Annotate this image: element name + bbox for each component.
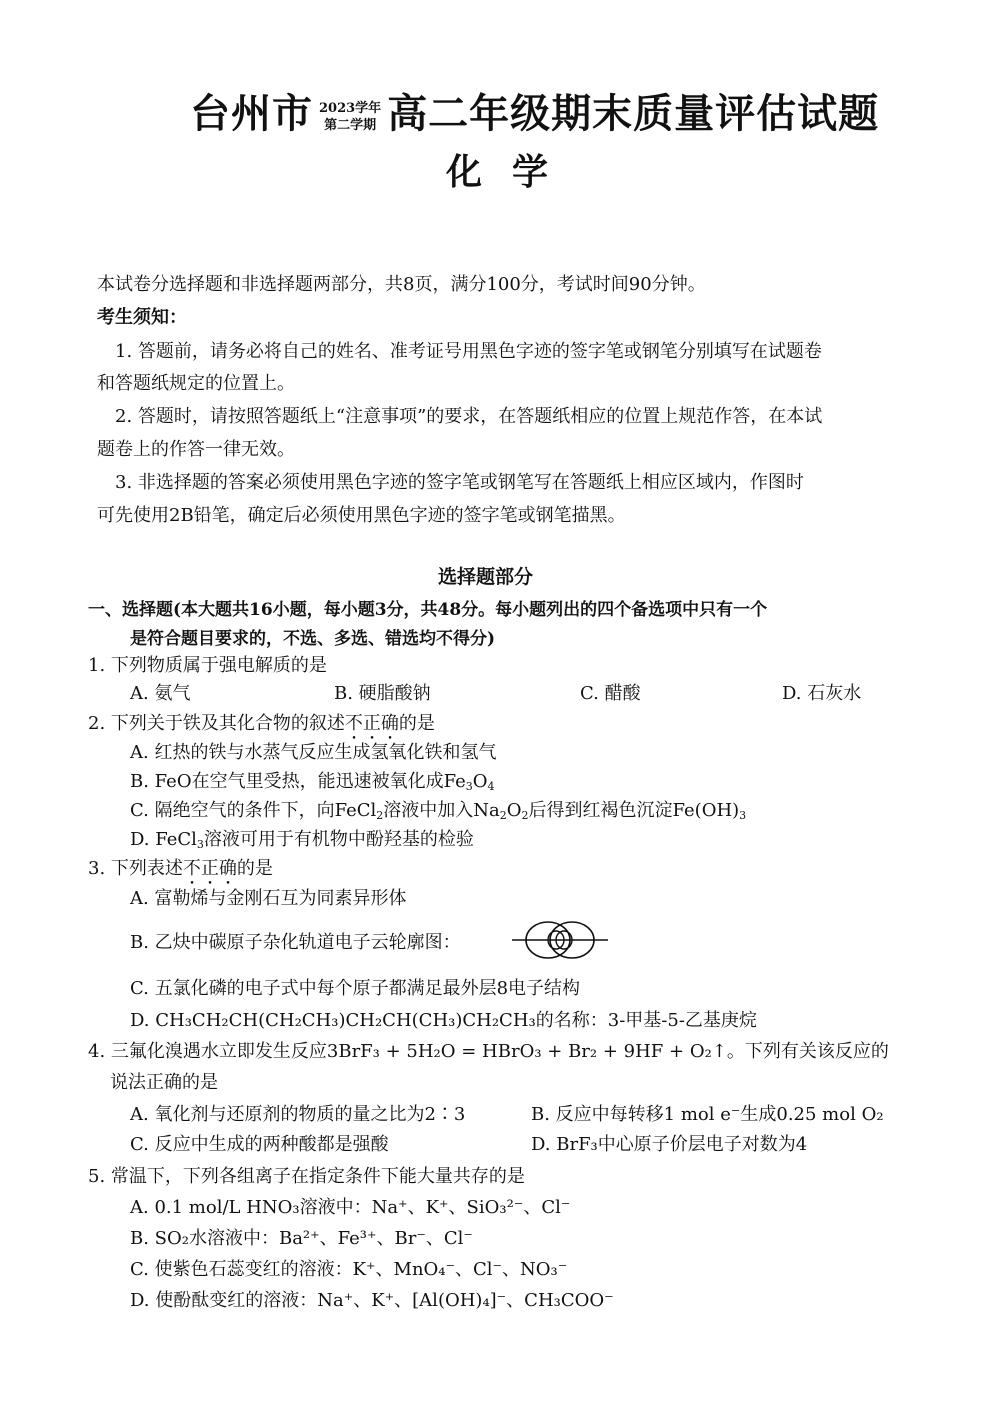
- q5-option-d: D. 使酚酞变红的溶液：Na⁺、K⁺、[Al(OH)₄]⁻、CH₃COO⁻: [130, 1290, 614, 1311]
- q2-d-post: 溶液可用于有机物中酚羟基的检验: [203, 829, 474, 850]
- q2-b-sub2: 4: [487, 780, 495, 793]
- q3-option-d: D. CH₃CH₂CH(CH₂CH₃)CH₂CH(CH₃)CH₂CH₃的名称：3-甲基-5-乙基庚烷: [130, 1010, 757, 1031]
- q5-stem: 5. 常温下，下列各组离子在指定条件下能大量共存的是: [88, 1166, 525, 1187]
- q2-c-text: C. 隔绝空气的条件下，向FeCl: [130, 800, 377, 821]
- intro-line: 本试卷分选择题和非选择题两部分，共8页，满分100分，考试时间90分钟。: [97, 274, 706, 295]
- q2-b-sub1: 3: [465, 780, 473, 793]
- q1-option-d: D. 石灰水: [782, 683, 862, 704]
- q2-c-mid: 溶液中加入Na: [383, 800, 500, 821]
- q4-option-b: B. 反应中每转移1 mol e⁻生成0.25 mol O₂: [531, 1104, 884, 1125]
- q5-option-c: C. 使紫色石蕊变红的溶液：K⁺、MnO₄⁻、Cl⁻、NO₃⁻: [130, 1259, 568, 1280]
- q4-option-d: D. BrF₃中心原子价层电子对数为4: [531, 1134, 808, 1155]
- q2-b-mid: O: [472, 771, 488, 792]
- q3-option-b: B. 乙炔中碳原子杂化轨道电子云轮廓图：: [130, 932, 461, 953]
- exam-title: [190, 82, 879, 139]
- q2-c-sub1: 2: [376, 809, 384, 822]
- q4-option-c: C. 反应中生成的两种酸都是强酸: [130, 1134, 389, 1155]
- q1-option-b: B. 硬脂酸钠: [334, 683, 431, 704]
- exam-name: 高二年级期末质量评估试题: [387, 90, 880, 137]
- q5-option-b: B. SO₂水溶液中：Ba²⁺、Fe³⁺、Br⁻、Cl⁻: [130, 1228, 473, 1249]
- q2-c-post: 后得到红褐色沉淀Fe(OH): [528, 800, 740, 821]
- q4-stem-line-2: 说法正确的是: [110, 1072, 218, 1093]
- part-instructions-line-2: 是符合题目要求的，不选、多选、错选均不得分): [130, 629, 496, 649]
- q2-c-sub2: 2: [499, 809, 507, 822]
- q4-option-a: A. 氧化剂与还原剂的物质的量之比为2∶3: [130, 1104, 466, 1125]
- school-term: [319, 100, 381, 134]
- q2-c-sub3: 2: [521, 809, 529, 822]
- q1-option-a: A. 氨气: [130, 683, 191, 704]
- note-2-line-1: 2. 答题时，请按照答题纸上“注意事项”的要求，在答题纸相应的位置上规范作答，在本试: [115, 406, 823, 427]
- q2-stem-emphasis: 不正确: [344, 713, 399, 734]
- q2-stem-pre: 2. 下列关于铁及其化合物的叙述: [88, 713, 345, 734]
- school-year: 2023学年: [319, 101, 382, 116]
- note-1-line-1: 1. 答题前，请务必将自己的姓名、准考证号用黑色字迹的签字笔或钢笔分别填写在试题卷: [115, 341, 822, 362]
- q2-stem-post: 的是: [398, 713, 435, 734]
- q2-d-sub: 3: [196, 838, 204, 851]
- q1-stem: 1. 下列物质属于强电解质的是: [88, 655, 327, 676]
- q2-option-d: [130, 825, 474, 851]
- q1-option-c: C. 醋酸: [580, 683, 641, 704]
- q2-option-a: A. 红热的铁与水蒸气反应生成氢氧化铁和氢气: [130, 742, 497, 763]
- subject-title: 化学: [446, 151, 579, 193]
- q2-d-text: D. FeCl: [130, 829, 197, 850]
- section-title: 选择题部分: [438, 566, 534, 588]
- note-3-line-1: 3. 非选择题的答案必须使用黑色字迹的签字笔或钢笔写在答题纸上相应区域内，作图时: [115, 472, 804, 493]
- q2-option-b: [130, 767, 495, 793]
- q3-option-c: C. 五氯化磷的电子式中每个原子都满足最外层8电子结构: [130, 978, 581, 999]
- part-instructions-line-1: 一、选择题(本大题共16小题，每小题3分，共48分。每小题列出的四个备选项中只有一个: [88, 600, 768, 620]
- term-name: 第二学期: [324, 118, 377, 133]
- q3-stem-emphasis: 不正确: [182, 858, 237, 879]
- sp-orbital-diagram: [510, 915, 610, 965]
- q2-option-c: [130, 796, 746, 822]
- note-1-line-2: 和答题纸规定的位置上。: [97, 373, 295, 394]
- notice-title: 考生须知：: [97, 307, 187, 328]
- q3-stem-post: 的是: [236, 858, 273, 879]
- q5-option-a: A. 0.1 mol/L HNO₃溶液中：Na⁺、K⁺、SiO₃²⁻、Cl⁻: [130, 1197, 571, 1218]
- q3-option-a: A. 富勒烯与金刚石互为同素异形体: [130, 888, 407, 909]
- q4-stem-line-1: 4. 三氟化溴遇水立即发生反应3BrF₃ + 5H₂O = HBrO₃ + Br₂ + 9HF + O₂↑。下列有关该反应的: [88, 1041, 889, 1062]
- q3-stem-pre: 3. 下列表述: [88, 858, 183, 879]
- note-2-line-2: 题卷上的作答一律无效。: [97, 439, 295, 460]
- city-name: 台州市: [190, 90, 313, 137]
- q2-b-text: B. FeO在空气里受热，能迅速被氧化成Fe: [130, 771, 466, 792]
- q2-c-sub4: 3: [739, 809, 747, 822]
- q2-c-mid2: O: [506, 800, 522, 821]
- note-3-line-2: 可先使用2B铅笔，确定后必须使用黑色字迹的签字笔或钢笔描黑。: [97, 505, 626, 526]
